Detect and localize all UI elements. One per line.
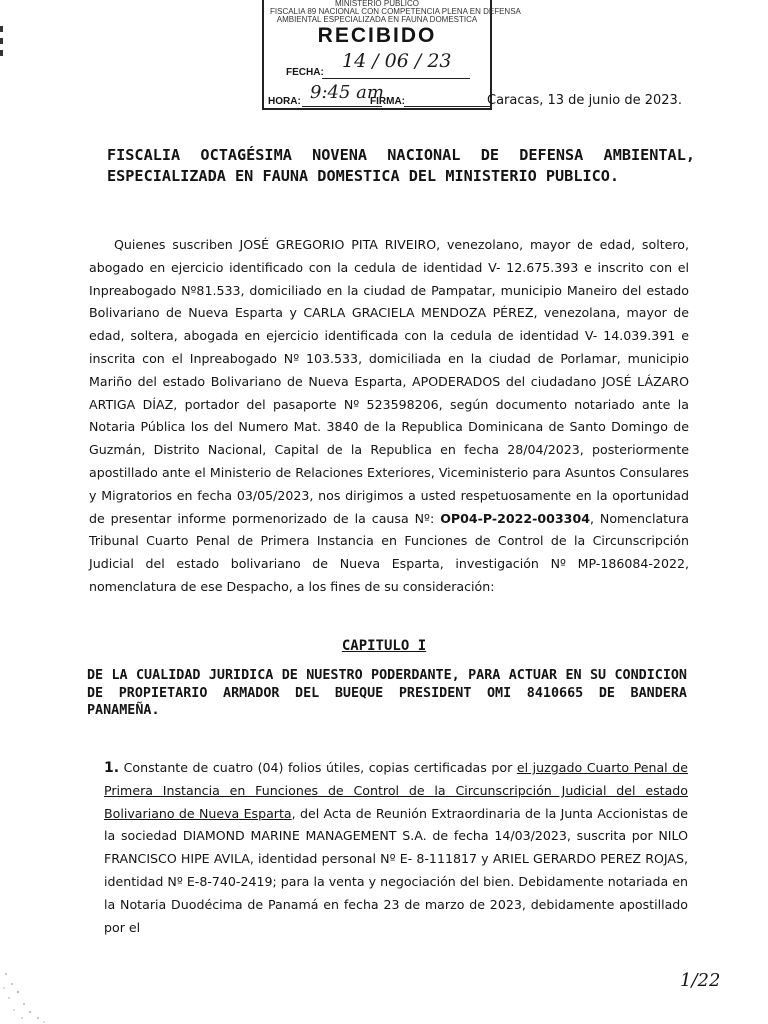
stamp-line-3: AMBIENTAL ESPECIALIZADA EN FAUNA DOMESTICA [276,15,478,24]
stamp-header [270,0,521,24]
intro-text: Quienes suscriben JOSÉ GREGORIO PITA RIVEIRO, venezolano, mayor de edad, soltero, abogado en ejercicio identificado con la cedula de identidad V- 12.675.393 e inscrito con el Inpreabogado Nº81.533, domiciliado en la ciudad de Pampatar, municipio Maneiro del estado Bolivariano de Nueva Esparta y CARLA GRACIELA MENDOZA PÉREZ, venezolana, mayor de edad, soltera, abogada en ejercicio identificada con la cedula de identidad V- 14.039.391 e inscrita con el Inpreabogado Nº 103.533, domiciliada en la ciudad de Porlamar, municipio Mariño del estado Bolivariano de Nueva Esparta, APODERADOS del ciudadano JOSÉ LÁZARO ARTIGA DÍAZ, portador del pasaporte Nº 523598206, según documento notariado ante la Notaria Pública los del Numero Mat. 3840 de la Republica Dominicana de Santo Domingo de Guzmán, Distrito Nacional, Capital de la Republica en fecha 28/04/2023, posteriormente apostillado ante el Ministerio de Relaciones Exteriores, Viceministerio para Asuntos Consulares y Migratorios en fecha 03/05/2023, nos dirigimos a usted respetuosamente en la oportunidad de presentar informe pormenorizado de la causa Nº: [89,237,689,526]
case-number: OP04-P-2022-003304 [440,510,590,526]
intro-paragraph [89,234,689,599]
stamp-line-1: MINISTERIO PUBLICO [334,0,419,8]
item-text-a: Constante de cuatro (04) folios útiles, copias certificadas por [123,760,517,775]
scan-mark-1 [0,26,3,32]
chapter-subtitle: DE LA CUALIDAD JURIDICA DE NUESTRO PODERDANTE, PARA ACTUAR EN SU CONDICION DE PROPIETARIO ARMADOR DEL BUEQUE PRESIDENT OMI 8410665 DE BANDERA PANAMEÑA. [87,668,687,718]
stamp-fecha-line [322,78,470,79]
stamp-recibido: RECIBIDO [317,24,437,47]
item-number: 1. [104,760,120,776]
stamp-fecha-label: FECHA: [286,67,324,78]
stamp-hora-label: HORA: [268,96,301,107]
item-text-underlined: el juzgado Cuarto Penal de Primera Instancia en Funciones de Control de la Circunscripción Judicial del estado Bolivariano de Nueva Esparta [104,760,688,821]
chapter-title: CAPITULO I [341,638,427,654]
scan-noise [0,954,60,1024]
item-text-b: , del Acta de Reunión Extraordinaria de la Junta Accionistas de la sociedad DIAMOND MARINE MANAGEMENT S.A. de fecha 14/03/2023, suscrita por NILO FRANCISCO HIPE AVILA, identidad personal Nº E- 8-111817 y ARIEL GERARDO PEREZ ROJAS, identidad Nº E-8-740-2419; para la venta y negociación del bien. Debidamente notariada en la Notaria Duodécima de Panamá en fecha 23 de marzo de 2023, debidamente apostillado por el [104,805,688,935]
list-item [104,757,688,939]
stamp-line-2: FISCALIA 89 NACIONAL CON COMPETENCIA PLENA EN DEFENSA [270,7,521,16]
stamp-hora-value: 9:45 am [310,82,384,103]
received-stamp [262,0,521,110]
addressee-heading: FISCALIA OCTAGÉSIMA NOVENA NACIONAL DE DEFENSA AMBIENTAL, ESPECIALIZADA EN FAUNA DOMESTICA DEL MINISTERIO PUBLICO. [107,146,695,185]
scan-mark-3 [0,50,3,56]
document-date: Caracas, 13 de junio de 2023. [487,93,682,108]
stamp-fecha-value: 14 / 06 / 23 [342,50,452,72]
stamp-firma-label: FIRMA: [370,96,405,107]
stamp-firma-line [404,106,490,107]
page-number: 1/22 [680,970,721,991]
scan-mark-2 [0,38,3,44]
intro-text-end: , Nomenclatura Tribunal Cuarto Penal de Primera Instancia en Funciones de Control de la Circunscripción Judicial del estado bolivariano de Nueva Esparta, investigación Nº MP-186084-2022, nomenclatura de ese Despacho, a los fines de su consideración: [89,510,689,594]
